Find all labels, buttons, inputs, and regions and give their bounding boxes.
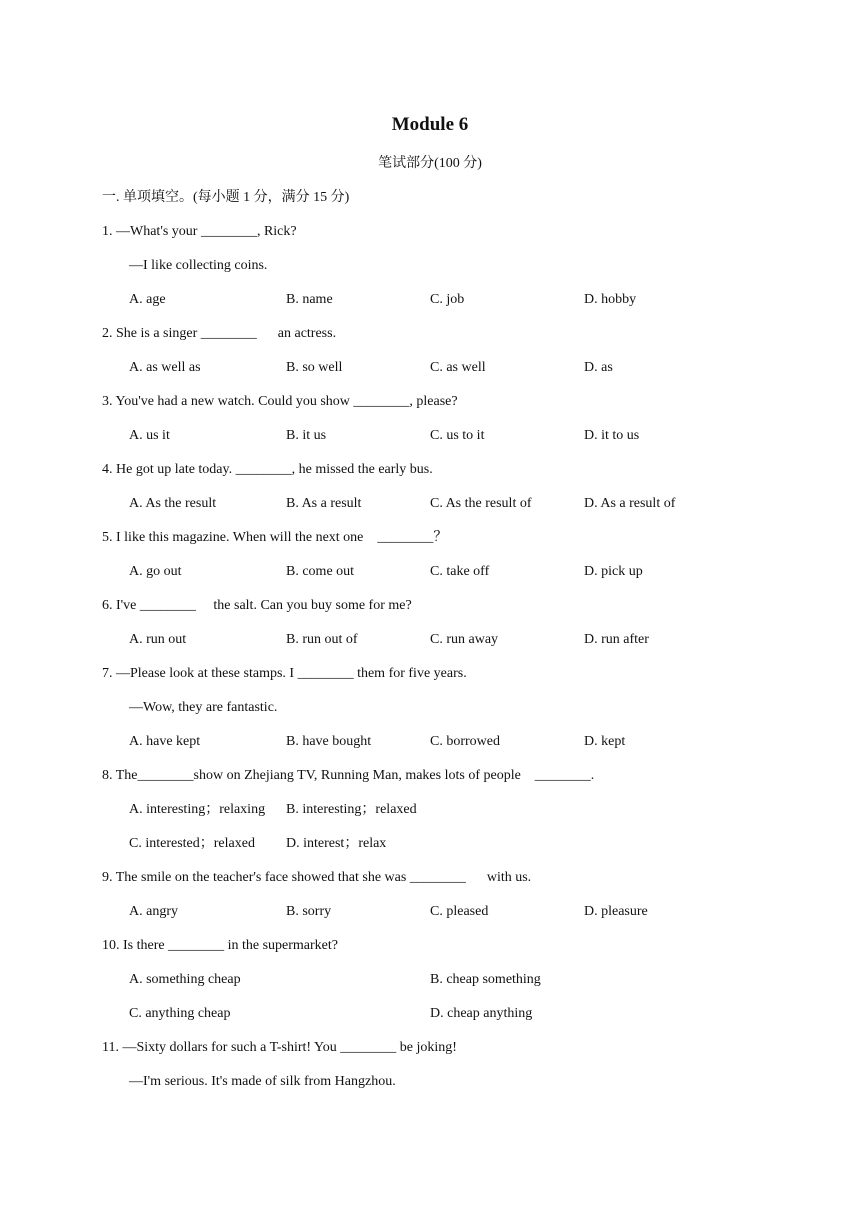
option-c: C. take off [430, 564, 490, 579]
question-dialogue-line: —I like collecting coins. [129, 258, 268, 273]
option-a: A. have kept [129, 734, 201, 749]
option-d: D. hobby [584, 292, 637, 307]
option-a: A. interesting；relaxing [129, 802, 266, 817]
option-d: D. it to us [584, 428, 640, 443]
options-row [102, 1004, 802, 1038]
option-b: B. have bought [286, 734, 372, 749]
question-6 [102, 596, 802, 664]
options-row [102, 732, 802, 766]
options-row [102, 970, 802, 1004]
option-c: C. job [430, 292, 465, 307]
option-c: C. anything cheap [129, 1006, 231, 1021]
question-5 [102, 528, 802, 596]
question-stem: 6. I've ________ the salt. Can you buy some for me? [102, 598, 412, 613]
question-3 [102, 392, 802, 460]
option-c: C. as well [430, 360, 486, 375]
option-c: C. interested；relaxed [129, 836, 255, 851]
option-d: D. pleasure [584, 904, 648, 919]
options-row [102, 902, 802, 936]
question-stem: 1. —What's your ________, Rick? [102, 224, 297, 239]
option-d: D. interest；relax [286, 836, 387, 851]
options-row [102, 562, 802, 596]
options-row [102, 290, 802, 324]
option-d: D. kept [584, 734, 626, 749]
option-a: A. angry [129, 904, 178, 919]
section-subtitle: 笔试部分(100 分) [378, 156, 482, 171]
question-dialogue-line: —I'm serious. It's made of silk from Hangzhou. [129, 1074, 396, 1089]
question-stem: 11. —Sixty dollars for such a T-shirt! You ________ be joking! [102, 1040, 457, 1055]
options-row [102, 834, 802, 868]
option-b: B. cheap something [430, 972, 541, 987]
option-b: B. it us [286, 428, 327, 443]
option-b: B. so well [286, 360, 343, 375]
question-9 [102, 868, 802, 936]
option-a: A. age [129, 292, 166, 307]
question-stem: 4. He got up late today. ________, he missed the early bus. [102, 462, 433, 477]
question-2 [102, 324, 802, 392]
question-7 [102, 664, 802, 766]
option-a: A. As the result [129, 496, 217, 511]
question-stem: 7. —Please look at these stamps. I ________ them for five years. [102, 666, 467, 681]
option-c: C. us to it [430, 428, 485, 443]
option-a: A. something cheap [129, 972, 241, 987]
option-c: C. pleased [430, 904, 489, 919]
question-stem: 10. Is there ________ in the supermarket? [102, 938, 338, 953]
option-a: A. run out [129, 632, 187, 647]
option-b: B. sorry [286, 904, 332, 919]
question-10 [102, 936, 802, 1038]
question-4 [102, 460, 802, 528]
question-list [102, 222, 802, 1106]
question-stem: 2. She is a singer ________ an actress. [102, 326, 337, 341]
option-a: A. go out [129, 564, 182, 579]
question-dialogue-line: —Wow, they are fantastic. [129, 700, 278, 715]
options-row [102, 358, 802, 392]
question-8 [102, 766, 802, 868]
option-b: B. As a result [286, 496, 362, 511]
options-row [102, 630, 802, 664]
options-row [102, 426, 802, 460]
option-b: B. interesting；relaxed [286, 802, 417, 817]
question-stem: 8. The________show on Zhejiang TV, Running Man, makes lots of people ________. [102, 768, 595, 783]
question-stem: 9. The smile on the teacher's face showed that she was ________ with us. [102, 870, 532, 885]
option-c: C. borrowed [430, 734, 500, 749]
question-1 [102, 222, 802, 324]
option-d: D. cheap anything [430, 1006, 533, 1021]
options-row [102, 800, 802, 834]
option-d: D. pick up [584, 564, 643, 579]
question-stem: 5. I like this magazine. When will the next one ________？ [102, 530, 448, 545]
option-d: D. run after [584, 632, 649, 647]
section-heading: 一. 单项填空。(每小题 1 分，满分 15 分) [102, 190, 350, 205]
option-b: B. name [286, 292, 333, 307]
option-a: A. as well as [129, 360, 201, 375]
option-c: C. run away [430, 632, 499, 647]
option-a: A. us it [129, 428, 170, 443]
option-c: C. As the result of [430, 496, 532, 511]
option-b: B. run out of [286, 632, 358, 647]
option-d: D. As a result of [584, 496, 676, 511]
option-d: D. as [584, 360, 613, 375]
options-row [102, 494, 802, 528]
page-title: Module 6 [391, 114, 469, 135]
question-stem: 3. You've had a new watch. Could you show ________, please? [102, 394, 458, 409]
option-b: B. come out [286, 564, 355, 579]
question-11 [102, 1038, 802, 1106]
